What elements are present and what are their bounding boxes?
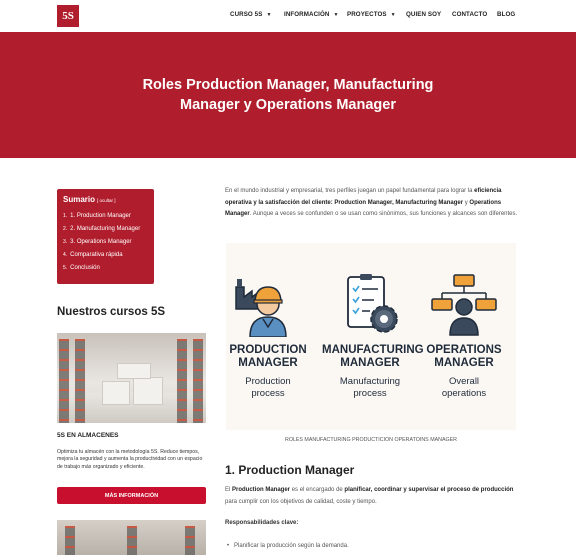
intro-text: En el mundo industrial y empresarial, tres perfiles juegan un papel fundamental para lograr la [225, 188, 475, 194]
nav-informacion[interactable]: INFORMACIÓN ▼ [284, 11, 339, 18]
site-logo[interactable]: 5S [57, 5, 79, 27]
role-subtitle [322, 376, 418, 400]
para-bold: Production Manager [232, 487, 291, 493]
second-course-image[interactable] [57, 520, 206, 555]
role-sub-line: operations [441, 388, 487, 399]
image-box [102, 381, 130, 405]
toc-item-number: 2. [63, 226, 68, 232]
toc-item-number: 3. [63, 239, 68, 245]
toc-item[interactable] [63, 226, 140, 232]
nav-curso-5s[interactable]: CURSO 5S ▼ [230, 11, 272, 18]
image-rack [65, 526, 75, 555]
image-box [117, 363, 151, 379]
role-name [220, 344, 316, 370]
para-text: El [225, 487, 233, 493]
image-rack [193, 339, 203, 423]
toc-item-number: 1. [63, 213, 68, 219]
role-sub-line: process [353, 388, 387, 399]
page-title-line-1: Roles Production Manager, Manufacturing [142, 77, 434, 93]
image-rack [127, 526, 137, 555]
intro-bold: : [330, 199, 335, 206]
checklist-gear-icon [334, 273, 406, 337]
nav-proyectos[interactable]: PROYECTOS ▼ [347, 11, 396, 18]
production-manager-paragraph [225, 485, 515, 508]
role-sub-line: Production [245, 376, 291, 387]
toc-item[interactable] [63, 239, 132, 245]
toc-item-number: 4. [63, 252, 68, 258]
course-title[interactable]: 5S EN ALMACENES [57, 432, 119, 439]
toc-item[interactable] [63, 265, 100, 271]
role-subtitle [220, 376, 316, 400]
role-name-line: MANAGER [340, 357, 400, 369]
para-text: es el encargado de [290, 487, 345, 493]
intro-text: . Aunque a veces se confunden o se usan como sinónimos, sus funciones y alcances son diferentes. [249, 211, 518, 218]
toc-item-label: Conclusión [70, 265, 100, 271]
main-nav [0, 11, 576, 23]
role-sub-line: process [251, 388, 285, 399]
more-info-button[interactable]: MÁS INFORMACIÓN [57, 487, 206, 504]
role-subtitle [416, 376, 512, 400]
para-bold: planificar, coordinar y supervisar el proceso de producción [344, 487, 514, 493]
intro-paragraph [225, 186, 520, 221]
image-box [133, 377, 163, 405]
toc-item[interactable] [63, 252, 123, 258]
toc-header [63, 195, 116, 204]
intro-bold: Production Manager, Manufacturing Manager [334, 199, 464, 206]
page-title [100, 75, 476, 115]
role-name-line: PRODUCTION [229, 344, 307, 356]
nav-contacto[interactable]: CONTACTO [452, 11, 488, 18]
table-of-contents [57, 189, 154, 284]
toc-item-number: 5. [63, 265, 68, 271]
list-item: • Planificar la producción según la demanda. [234, 543, 349, 549]
role-sub-line: Overall [448, 376, 480, 387]
role-name [322, 344, 424, 370]
toc-item[interactable] [63, 213, 131, 219]
role-sub-line: Manufacturing [339, 376, 401, 387]
toc-item-label: 1. Production Manager [70, 213, 131, 219]
site-header [0, 0, 576, 32]
role-name-line: OPERATIONS [426, 344, 502, 356]
chevron-down-icon: ▼ [266, 12, 272, 18]
role-name-line: MANUFACTURING [322, 344, 424, 356]
image-rack [177, 339, 187, 423]
role-production [220, 273, 316, 400]
role-name-line: MANAGER [434, 357, 494, 369]
role-operations [416, 273, 512, 400]
section-heading-production-manager: 1. Production Manager [225, 463, 355, 477]
image-rack [185, 526, 195, 555]
chevron-down-icon: ▼ [390, 12, 396, 18]
role-name-line: MANAGER [238, 357, 298, 369]
nav-quien-soy[interactable]: QUIEN SOY [406, 11, 442, 18]
chevron-down-icon: ▼ [333, 12, 339, 18]
toc-item-label: 2. Manufacturing Manager [70, 226, 141, 232]
course-description: Optimiza tu almacén con la metodología 5S. Reduce tiempos, mejora la seguridad y aumenta la productividad con un espacio de trabajo más organizado y eficiente. [57, 449, 203, 470]
image-rack [59, 339, 69, 423]
image-rack [75, 339, 85, 423]
nav-blog[interactable]: BLOG [497, 11, 516, 18]
key-responsibilities-label: Responsabilidades clave: [225, 520, 299, 526]
page-title-line-2: Manager y Operations Manager [180, 97, 396, 113]
intro-bold: eficiencia operativa y la satisfacción del cliente [225, 188, 502, 206]
toc-item-label: Comparativa rápida [70, 252, 123, 258]
factory-worker-icon [232, 273, 304, 337]
org-chart-person-icon [428, 273, 500, 337]
role-manufacturing [322, 273, 424, 400]
toc-item-label: 3. Operations Manager [70, 239, 132, 245]
figure-caption: ROLES MANUFACTURING PRODUCTICION OPERATOINS MANAGER [285, 437, 457, 443]
hero-banner [0, 32, 576, 158]
role-name [416, 344, 512, 370]
intro-text: y [463, 199, 470, 206]
roles-infographic [226, 243, 516, 430]
warehouse-course-image[interactable] [57, 333, 206, 423]
toc-toggle-link[interactable]: [ ocultar ] [97, 198, 116, 203]
courses-section-title: Nuestros cursos 5S [57, 306, 166, 318]
toc-title: Sumario [63, 195, 96, 204]
intro-bold: Operations Manager [225, 199, 502, 218]
para-text: para cumplir con los objetivos de calidad, coste y tiempo. [225, 498, 377, 505]
